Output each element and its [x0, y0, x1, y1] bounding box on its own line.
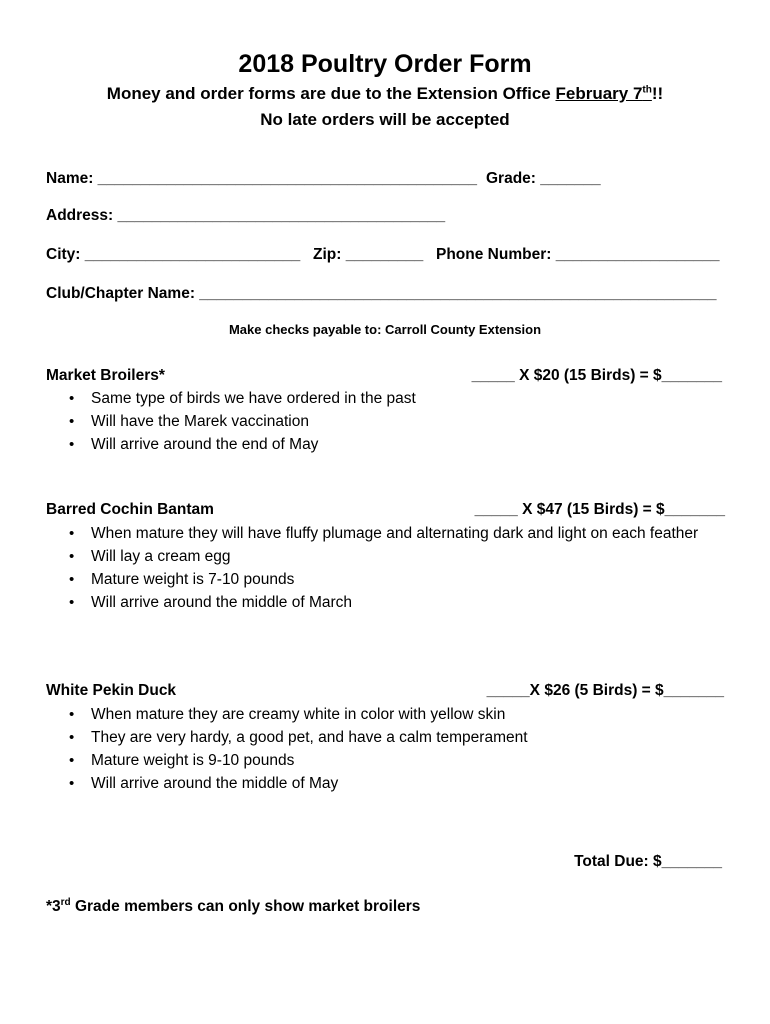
- club-field[interactable]: Club/Chapter Name: ____________________________________________________________: [46, 285, 717, 302]
- address-field[interactable]: Address: ______________________________________: [46, 207, 446, 224]
- list-item: • Will arrive around the middle of March: [46, 591, 741, 614]
- list-item: • Mature weight is 9-10 pounds: [46, 749, 741, 772]
- late-notice: No late orders will be accepted: [260, 110, 510, 129]
- bullet-list-market-broilers: [46, 387, 741, 456]
- zip-field[interactable]: Zip: _________: [313, 246, 424, 263]
- page-title: 2018 Poultry Order Form: [238, 50, 532, 78]
- list-item: • They are very hardy, a good pet, and have a calm temperament: [46, 726, 741, 749]
- list-item: • Will have the Marek vaccination: [46, 410, 741, 433]
- product-name-barred-cochin: Barred Cochin Bantam: [46, 501, 214, 518]
- list-item: • Will lay a cream egg: [46, 545, 741, 568]
- bullet-icon: •: [69, 390, 75, 407]
- bullet-icon: •: [69, 413, 75, 430]
- list-item: • Will arrive around the end of May: [46, 433, 741, 456]
- footnote: *3rd Grade members can only show market broilers: [46, 896, 421, 915]
- city-field[interactable]: City: _________________________: [46, 246, 301, 263]
- bullet-icon: •: [69, 752, 75, 769]
- bullet-icon: •: [69, 525, 75, 542]
- due-notice: [0, 84, 770, 104]
- list-item: • Same type of birds we have ordered in the past: [46, 387, 741, 410]
- total-due-field[interactable]: Total Due: $_______: [574, 853, 722, 870]
- bullet-icon: •: [69, 571, 75, 588]
- deadline-date: February 7th: [555, 84, 652, 103]
- price-line-market-broilers[interactable]: _____ X $20 (15 Birds) = $_______: [471, 367, 722, 384]
- bullet-list-barred-cochin: [46, 522, 741, 614]
- product-name-white-pekin: White Pekin Duck: [46, 682, 177, 699]
- name-field[interactable]: Name: ____________________________________________: [46, 170, 477, 187]
- bullet-list-white-pekin: [46, 703, 741, 795]
- bullet-icon: •: [69, 436, 75, 453]
- list-item: • Mature weight is 7-10 pounds: [46, 568, 741, 591]
- checks-note: Make checks payable to: Carroll County Extension: [228, 322, 542, 337]
- due-notice-prefix: Money and order forms are due to the Extension Office: [106, 84, 556, 103]
- price-line-barred-cochin[interactable]: _____ X $47 (15 Birds) = $_______: [474, 501, 725, 518]
- phone-field[interactable]: Phone Number: ___________________: [436, 246, 720, 263]
- bullet-icon: •: [69, 775, 75, 792]
- product-name-market-broilers: Market Broilers*: [46, 367, 165, 384]
- list-item: • When mature they are creamy white in color with yellow skin: [46, 703, 741, 726]
- bullet-icon: •: [69, 729, 75, 746]
- due-notice-suffix: !!: [651, 84, 664, 103]
- bullet-icon: •: [69, 594, 75, 611]
- bullet-icon: •: [69, 548, 75, 565]
- grade-field[interactable]: Grade: _______: [486, 170, 601, 187]
- list-item: • When mature they will have fluffy plumage and alternating dark and light on each feather: [46, 522, 741, 545]
- bullet-icon: •: [69, 706, 75, 723]
- list-item: • Will arrive around the middle of May: [46, 772, 741, 795]
- price-line-white-pekin[interactable]: _____X $26 (5 Birds) = $_______: [486, 682, 724, 699]
